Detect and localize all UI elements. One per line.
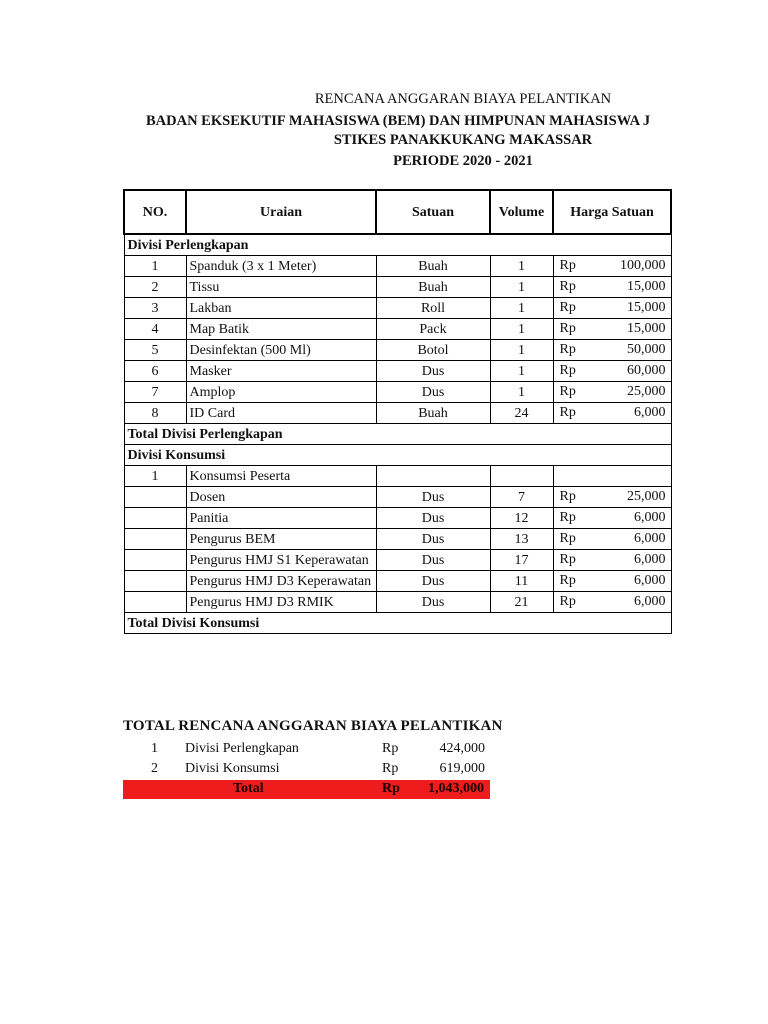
col-header-harga: Harga Satuan [553,190,671,234]
harga-cell [553,508,671,529]
table-row [124,382,671,403]
row-volume: 1 [490,340,553,361]
group-no: 1 [124,466,186,487]
group-row [124,466,671,487]
currency-label: Rp [559,510,576,525]
currency-label: Rp [559,300,576,315]
row-satuan: Pack [376,319,490,340]
row-no: 1 [124,256,186,277]
currency-label: Rp [559,342,576,357]
harga-value: 15,000 [627,300,666,315]
summary-row [123,740,503,760]
total-perlengkapan-row [124,424,671,445]
currency-label: Rp [559,363,576,378]
currency-label: Rp [559,594,576,609]
harga-value: 6,000 [634,510,666,525]
harga-cell [553,571,671,592]
row-no: 7 [124,382,186,403]
harga-value: 15,000 [627,321,666,336]
harga-value: 6,000 [634,405,666,420]
harga-cell [553,487,671,508]
harga-value: 25,000 [627,489,666,504]
section-perlengkapan [124,234,671,256]
row-satuan: Dus [376,487,490,508]
title-line-4: PERIODE 2020 - 2021 [393,153,533,169]
row-uraian: Pengurus BEM [186,529,376,550]
harga-cell [553,529,671,550]
summary-title: TOTAL RENCANA ANGGARAN BIAYA PELANTIKAN [123,718,503,734]
row-no: 5 [124,340,186,361]
currency-label: Rp [559,405,576,420]
row-uraian: ID Card [186,403,376,424]
currency-label: Rp [559,489,576,504]
title-line-3: STIKES PANAKKUKANG MAKASSAR [333,132,593,148]
table-row [124,403,671,424]
row-volume: 12 [490,508,553,529]
row-no: 4 [124,319,186,340]
row-volume: 1 [490,319,553,340]
currency-label: Rp [559,531,576,546]
row-uraian: Pengurus HMJ D3 RMIK [186,592,376,613]
section-konsumsi [124,445,671,466]
total-konsumsi-row [124,613,671,634]
row-satuan: Dus [376,550,490,571]
row-volume: 1 [490,256,553,277]
currency-label: Rp [559,573,576,588]
row-volume: 1 [490,361,553,382]
section-title: Divisi Konsumsi [124,445,671,466]
harga-value: 6,000 [634,594,666,609]
summary-amount: 619,000 [439,761,485,776]
row-uraian: Masker [186,361,376,382]
table-row [124,529,671,550]
total-perlengkapan-label: Total Divisi Perlengkapan [124,424,671,445]
currency-label: Rp [559,552,576,567]
row-satuan: Dus [376,529,490,550]
row-volume: 24 [490,403,553,424]
col-header-volume: Volume [490,190,553,234]
row-uraian: Map Batik [186,319,376,340]
row-satuan: Dus [376,571,490,592]
row-uraian: Panitia [186,508,376,529]
summary-amount: 424,000 [439,741,485,756]
row-uraian: Pengurus HMJ S1 Keperawatan [186,550,376,571]
summary-block [123,718,503,799]
currency-label: Rp [559,384,576,399]
harga-cell [553,382,671,403]
row-volume: 11 [490,571,553,592]
total-konsumsi-label: Total Divisi Konsumsi [124,613,671,634]
summary-label: Divisi Perlengkapan [185,741,299,756]
table-row [124,592,671,613]
harga-cell [553,298,671,319]
table-row [124,340,671,361]
row-no: 8 [124,403,186,424]
harga-cell [553,319,671,340]
summary-total-label: Total [233,781,264,796]
col-header-no: NO. [124,190,186,234]
harga-value: 100,000 [620,258,666,273]
harga-value: 25,000 [627,384,666,399]
summary-rp: Rp [382,741,399,756]
table-row [124,487,671,508]
row-volume: 1 [490,382,553,403]
currency-label: Rp [559,258,576,273]
harga-cell [553,550,671,571]
budget-table [123,189,672,634]
row-satuan: Dus [376,361,490,382]
col-header-uraian: Uraian [186,190,376,234]
harga-value: 6,000 [634,573,666,588]
row-no: 6 [124,361,186,382]
row-uraian: Desinfektan (500 Ml) [186,340,376,361]
summary-row [123,760,503,780]
title-line-2: BADAN EKSEKUTIF MAHASISWA (BEM) DAN HIMPUNAN MAHASISWA J [146,113,651,129]
row-volume: 1 [490,277,553,298]
table-row [124,508,671,529]
summary-label: Divisi Konsumsi [185,761,280,776]
currency-label: Rp [559,321,576,336]
row-volume: 17 [490,550,553,571]
row-satuan: Buah [376,256,490,277]
summary-no: 2 [151,761,158,776]
title-line-1: RENCANA ANGGARAN BIAYA PELANTIKAN [314,91,612,107]
row-uraian: Spanduk (3 x 1 Meter) [186,256,376,277]
table-row [124,298,671,319]
table-row [124,550,671,571]
row-no: 2 [124,277,186,298]
currency-label: Rp [559,279,576,294]
summary-total-rp: Rp [382,781,400,796]
row-uraian: Lakban [186,298,376,319]
harga-value: 6,000 [634,531,666,546]
group-label: Konsumsi Peserta [186,466,376,487]
row-satuan: Roll [376,298,490,319]
row-no: 3 [124,298,186,319]
harga-cell [553,361,671,382]
row-satuan: Dus [376,382,490,403]
row-volume: 7 [490,487,553,508]
row-uraian: Amplop [186,382,376,403]
harga-value: 50,000 [627,342,666,357]
harga-cell [553,277,671,298]
table-header-row [124,190,671,234]
row-volume: 1 [490,298,553,319]
harga-cell [553,340,671,361]
row-satuan: Dus [376,508,490,529]
table-row [124,277,671,298]
row-uraian: Pengurus HMJ D3 Keperawatan [186,571,376,592]
summary-total-amount: 1,043,000 [428,781,484,796]
row-uraian: Dosen [186,487,376,508]
harga-cell [553,256,671,277]
row-satuan: Buah [376,277,490,298]
col-header-satuan: Satuan [376,190,490,234]
row-satuan: Dus [376,592,490,613]
harga-value: 60,000 [627,363,666,378]
row-volume: 13 [490,529,553,550]
table-row [124,361,671,382]
harga-value: 6,000 [634,552,666,567]
row-volume: 21 [490,592,553,613]
table-row [124,256,671,277]
harga-value: 15,000 [627,279,666,294]
summary-rp: Rp [382,761,399,776]
harga-cell [553,592,671,613]
row-satuan: Botol [376,340,490,361]
summary-no: 1 [151,741,158,756]
row-uraian: Tissu [186,277,376,298]
harga-cell [553,403,671,424]
table-row [124,319,671,340]
table-row [124,571,671,592]
summary-total-row [123,780,490,799]
row-satuan: Buah [376,403,490,424]
section-title: Divisi Perlengkapan [124,234,671,256]
